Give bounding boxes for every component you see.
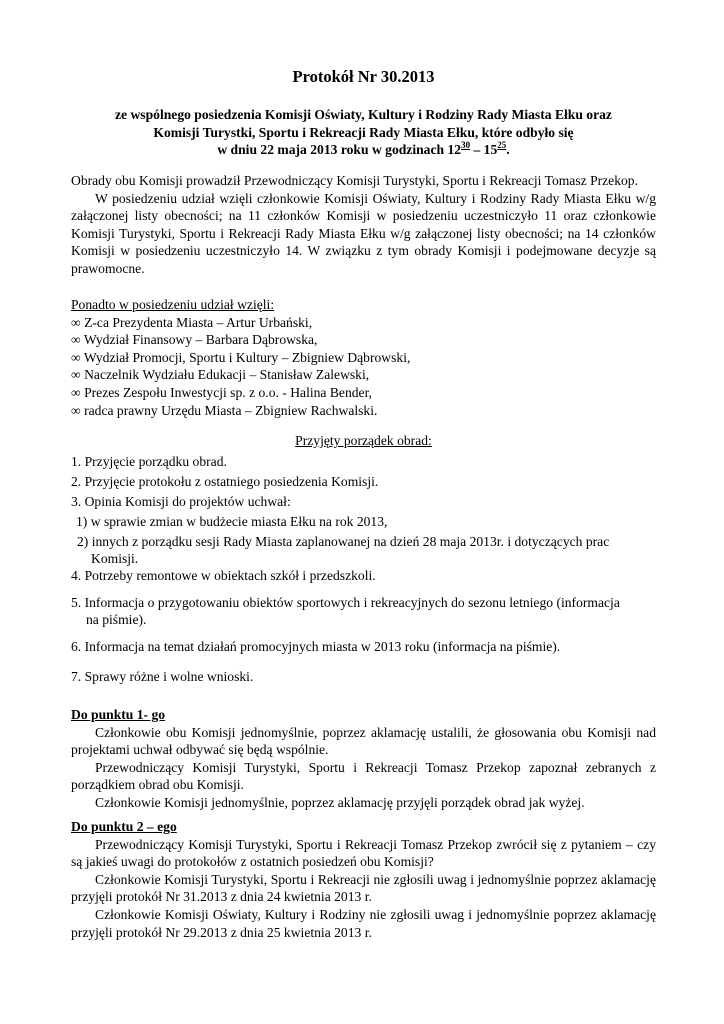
subtitle-line-2: Komisji Turystki, Sportu i Rekreacji Rady Miasta Ełku, które odbyło się <box>153 124 574 140</box>
time-end-minutes: 25 <box>497 140 507 151</box>
agenda-item-6: 6. Informacja na temat działań promocyjnych miasta w 2013 roku (informacja na piśmie). <box>71 639 561 654</box>
subtitle-date-text: w dniu 22 maja 2013 roku w godzinach 12 <box>217 142 462 158</box>
agenda-item-3-2-cont: Komisji. <box>91 551 139 566</box>
agenda-item-2: 2. Przyjęcie protokołu z ostatniego posiedzenia Komisji. <box>71 474 379 489</box>
attendees-heading: Ponadto w posiedzeniu udział wzięli: <box>71 297 275 312</box>
point-2-paragraph-3: Członkowie Komisji Oświaty, Kultury i Rodziny nie zgłosili uwag i jednomyślnie poprzez aklamację przyjęli protokół Nr 29.2013 z dnia 25 kwietnia 2013 r. <box>71 906 656 940</box>
attendee-item: ∞ radca prawny Urzędu Miasta – Zbigniew Rachwalski. <box>71 402 378 418</box>
intro-paragraph-1: Obrady obu Komisji prowadził Przewodniczący Komisji Turystyki, Sportu i Rekreacji Tomasz Przekop. <box>71 173 639 188</box>
attendee-item: ∞ Naczelnik Wydziału Edukacji – Stanisław Zalewski, <box>71 367 370 383</box>
point-1-section <box>71 706 656 812</box>
agenda-item-7: 7. Sprawy różne i wolne wnioski. <box>71 669 254 684</box>
attendee-item: ∞ Prezes Zespołu Inwestycji sp. z o.o. - Halina Bender, <box>71 384 372 400</box>
agenda-item-3-2: 2) innych z porządku sesji Rady Miasta zaplanowanej na dzień 28 maja 2013r. i dotyczących prac <box>77 534 610 549</box>
time-start-minutes: 30 <box>461 140 471 151</box>
agenda-item-1: 1. Przyjęcie porządku obrad. <box>71 454 227 469</box>
agenda-item-3-1: 1) w sprawie zmian w budżecie miasta Ełku na rok 2013, <box>76 514 388 529</box>
agenda-item-5: 5. Informacja o przygotowaniu obiektów sportowych i rekreacyjnych do sezonu letniego (informacja <box>71 595 620 610</box>
attendees-section <box>71 296 656 419</box>
point-1-paragraph-3: Członkowie Komisji jednomyślnie, poprzez aklamację przyjęli porządek obrad jak wyżej. <box>95 794 585 810</box>
agenda-heading: Przyjęty porządek obrad: <box>295 433 432 448</box>
point-1-heading: Do punktu 1- go <box>71 707 166 722</box>
point-2-paragraph-1: Przewodniczący Komisji Turystyki, Sportu i Rekreacji Tomasz Przekop zwrócił się z pytaniem – czy są jakieś uwagi do protokołów z ostatnich posiedzeń obu Komisji? <box>71 836 656 870</box>
subtitle-line-1: ze wspólnego posiedzenia Komisji Oświaty, Kultury i Rodziny Rady Miasta Ełku oraz <box>115 107 612 122</box>
attendee-item: ∞ Wydział Finansowy – Barbara Dąbrowska, <box>71 332 318 348</box>
time-separator: – 15 <box>470 142 498 158</box>
document-subtitle <box>71 106 656 159</box>
point-2-section <box>71 818 656 941</box>
agenda-item-4: 4. Potrzeby remontowe w obiektach szkół i przedszkoli. <box>71 568 376 583</box>
document-title: Protokół Nr 30.2013 <box>292 67 435 86</box>
agenda-item-3: 3. Opinia Komisji do projektów uchwał: <box>71 494 291 509</box>
intro-paragraph-2: W posiedzeniu udział wzięli członkowie Komisji Oświaty, Kultury i Rodziny Rady Miasta Ełku w/g załączonej listy obecności; na 11 członków Komisji w posiedzeniu uczestniczyło 11 oraz członkowie Komisji Turystyki, Sportu i Rekreacji Rady Miasta Ełku w/g załączonej listy obecności; na 14 członków Komisji w posiedzeniu uczestniczyło 14. W związku z tym obrady Komisji i podejmowane decyzje są prawomocne. <box>71 190 656 276</box>
attendee-item: ∞ Z-ca Prezydenta Miasta – Artur Urbański, <box>71 314 313 330</box>
subtitle-end: . <box>506 142 510 158</box>
point-1-paragraph-2: Przewodniczący Komisji Turystyki, Sportu i Rekreacji Tomasz Przekop zapoznał zebranych z porządkiem obrad obu Komisji. <box>71 759 656 793</box>
attendee-item: ∞ Wydział Promocji, Sportu i Kultury – Zbigniew Dąbrowski, <box>71 349 411 365</box>
subtitle-line-3 <box>71 141 656 159</box>
point-2-paragraph-2: Członkowie Komisji Turystyki, Sportu i Rekreacji nie zgłosili uwag i jednomyślnie poprzez aklamację przyjęli protokół Nr 31.2013 z dnia 24 kwietnia 2013 r. <box>71 871 656 905</box>
agenda-section <box>71 432 656 450</box>
point-1-paragraph-1: Członkowie obu Komisji jednomyślnie, poprzez aklamację ustalili, że głosowania obu Komisji nad projektami uchwał odbywać się będą wspólnie. <box>71 724 656 758</box>
agenda-item-5-cont: na piśmie). <box>86 612 147 627</box>
intro-section <box>71 172 656 278</box>
point-2-heading: Do punktu 2 – ego <box>71 819 177 834</box>
